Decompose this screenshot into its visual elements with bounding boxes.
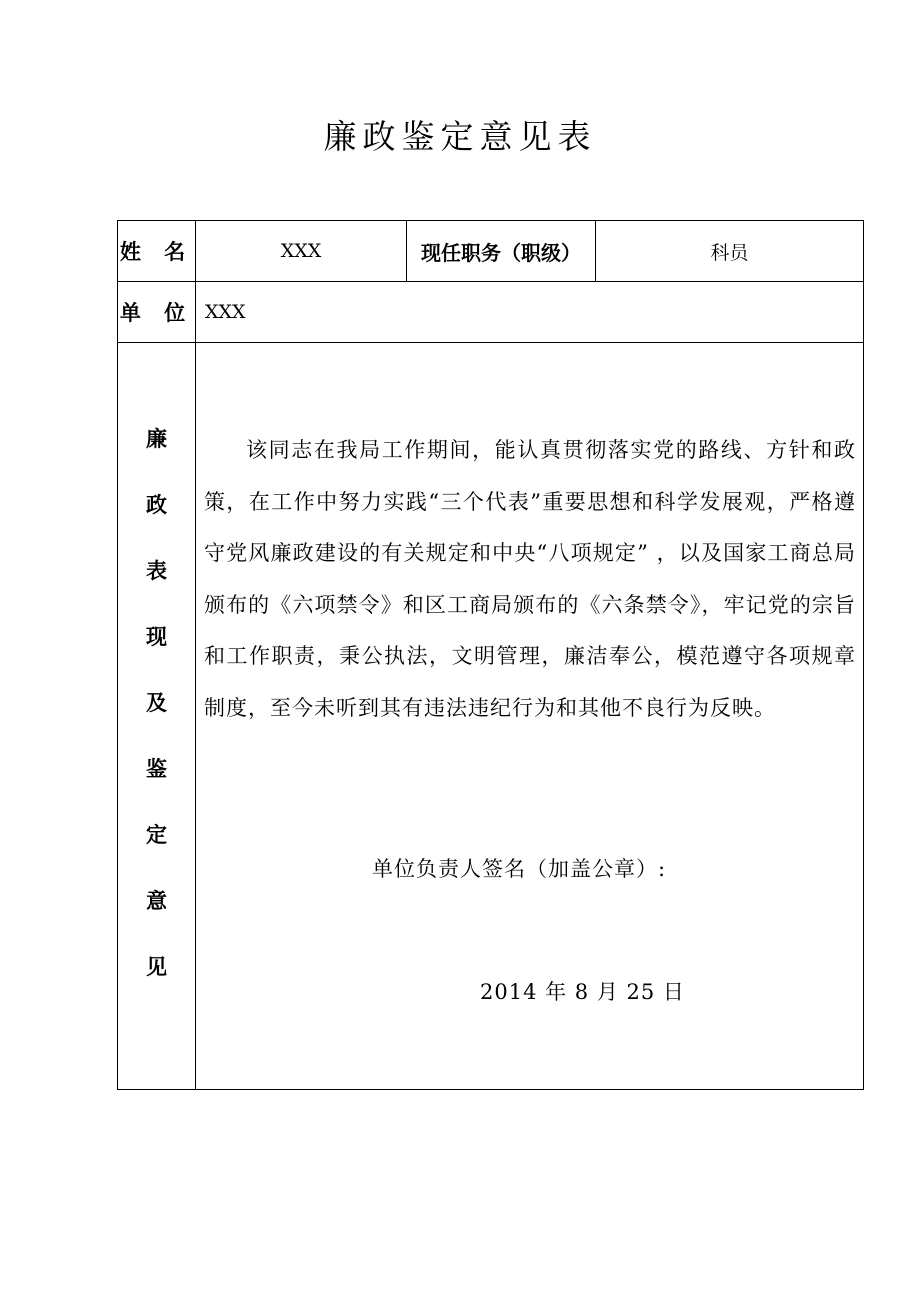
opinion-label-char: 政 — [146, 493, 167, 517]
position-label: 现任职务（职级） — [407, 221, 596, 282]
page-title: 廉政鉴定意见表 — [323, 117, 597, 156]
name-value: XXX — [196, 221, 407, 282]
opinion-label-char: 鉴 — [146, 757, 167, 781]
name-row — [118, 221, 864, 282]
position-value: 科员 — [596, 221, 864, 282]
opinion-label — [118, 343, 196, 1090]
opinion-label-char: 见 — [146, 955, 167, 979]
unit-label: 单 位 — [118, 282, 196, 343]
opinion-label-char: 意 — [146, 889, 167, 913]
opinion-label-char: 廉 — [146, 427, 167, 451]
opinion-label-char: 现 — [146, 625, 167, 649]
name-label: 姓 名 — [118, 221, 196, 282]
signature-line: 单位负责人签名（加盖公章）: — [372, 857, 667, 881]
unit-row — [118, 282, 864, 343]
unit-value: XXX — [196, 282, 864, 343]
opinion-label-char: 表 — [146, 559, 167, 583]
date-line: 2014 年 8 月 25 日 — [480, 980, 685, 1004]
opinion-label-char: 及 — [146, 691, 167, 715]
appraisal-form-table — [117, 220, 864, 1090]
opinion-content — [196, 343, 864, 1090]
opinion-row — [118, 343, 864, 1090]
opinion-text: 该同志在我局工作期间，能认真贯彻落实党的路线、方针和政策，在工作中努力实践“三个代表”重要思想和科学发展观，严格遵守党风廉政建设的有关规定和中央“八项规定” ，以及国家工商总局颁布的《六项禁令》和区工商局颁布的《六条禁令》，牢记党的宗旨和工作职责，秉公执法，文明管理，廉洁奉公，模范遵守各项规章制度，至今未听到其有违法违纪行为和其他不良行为反映。 — [204, 438, 856, 720]
opinion-label-char: 定 — [146, 823, 167, 847]
